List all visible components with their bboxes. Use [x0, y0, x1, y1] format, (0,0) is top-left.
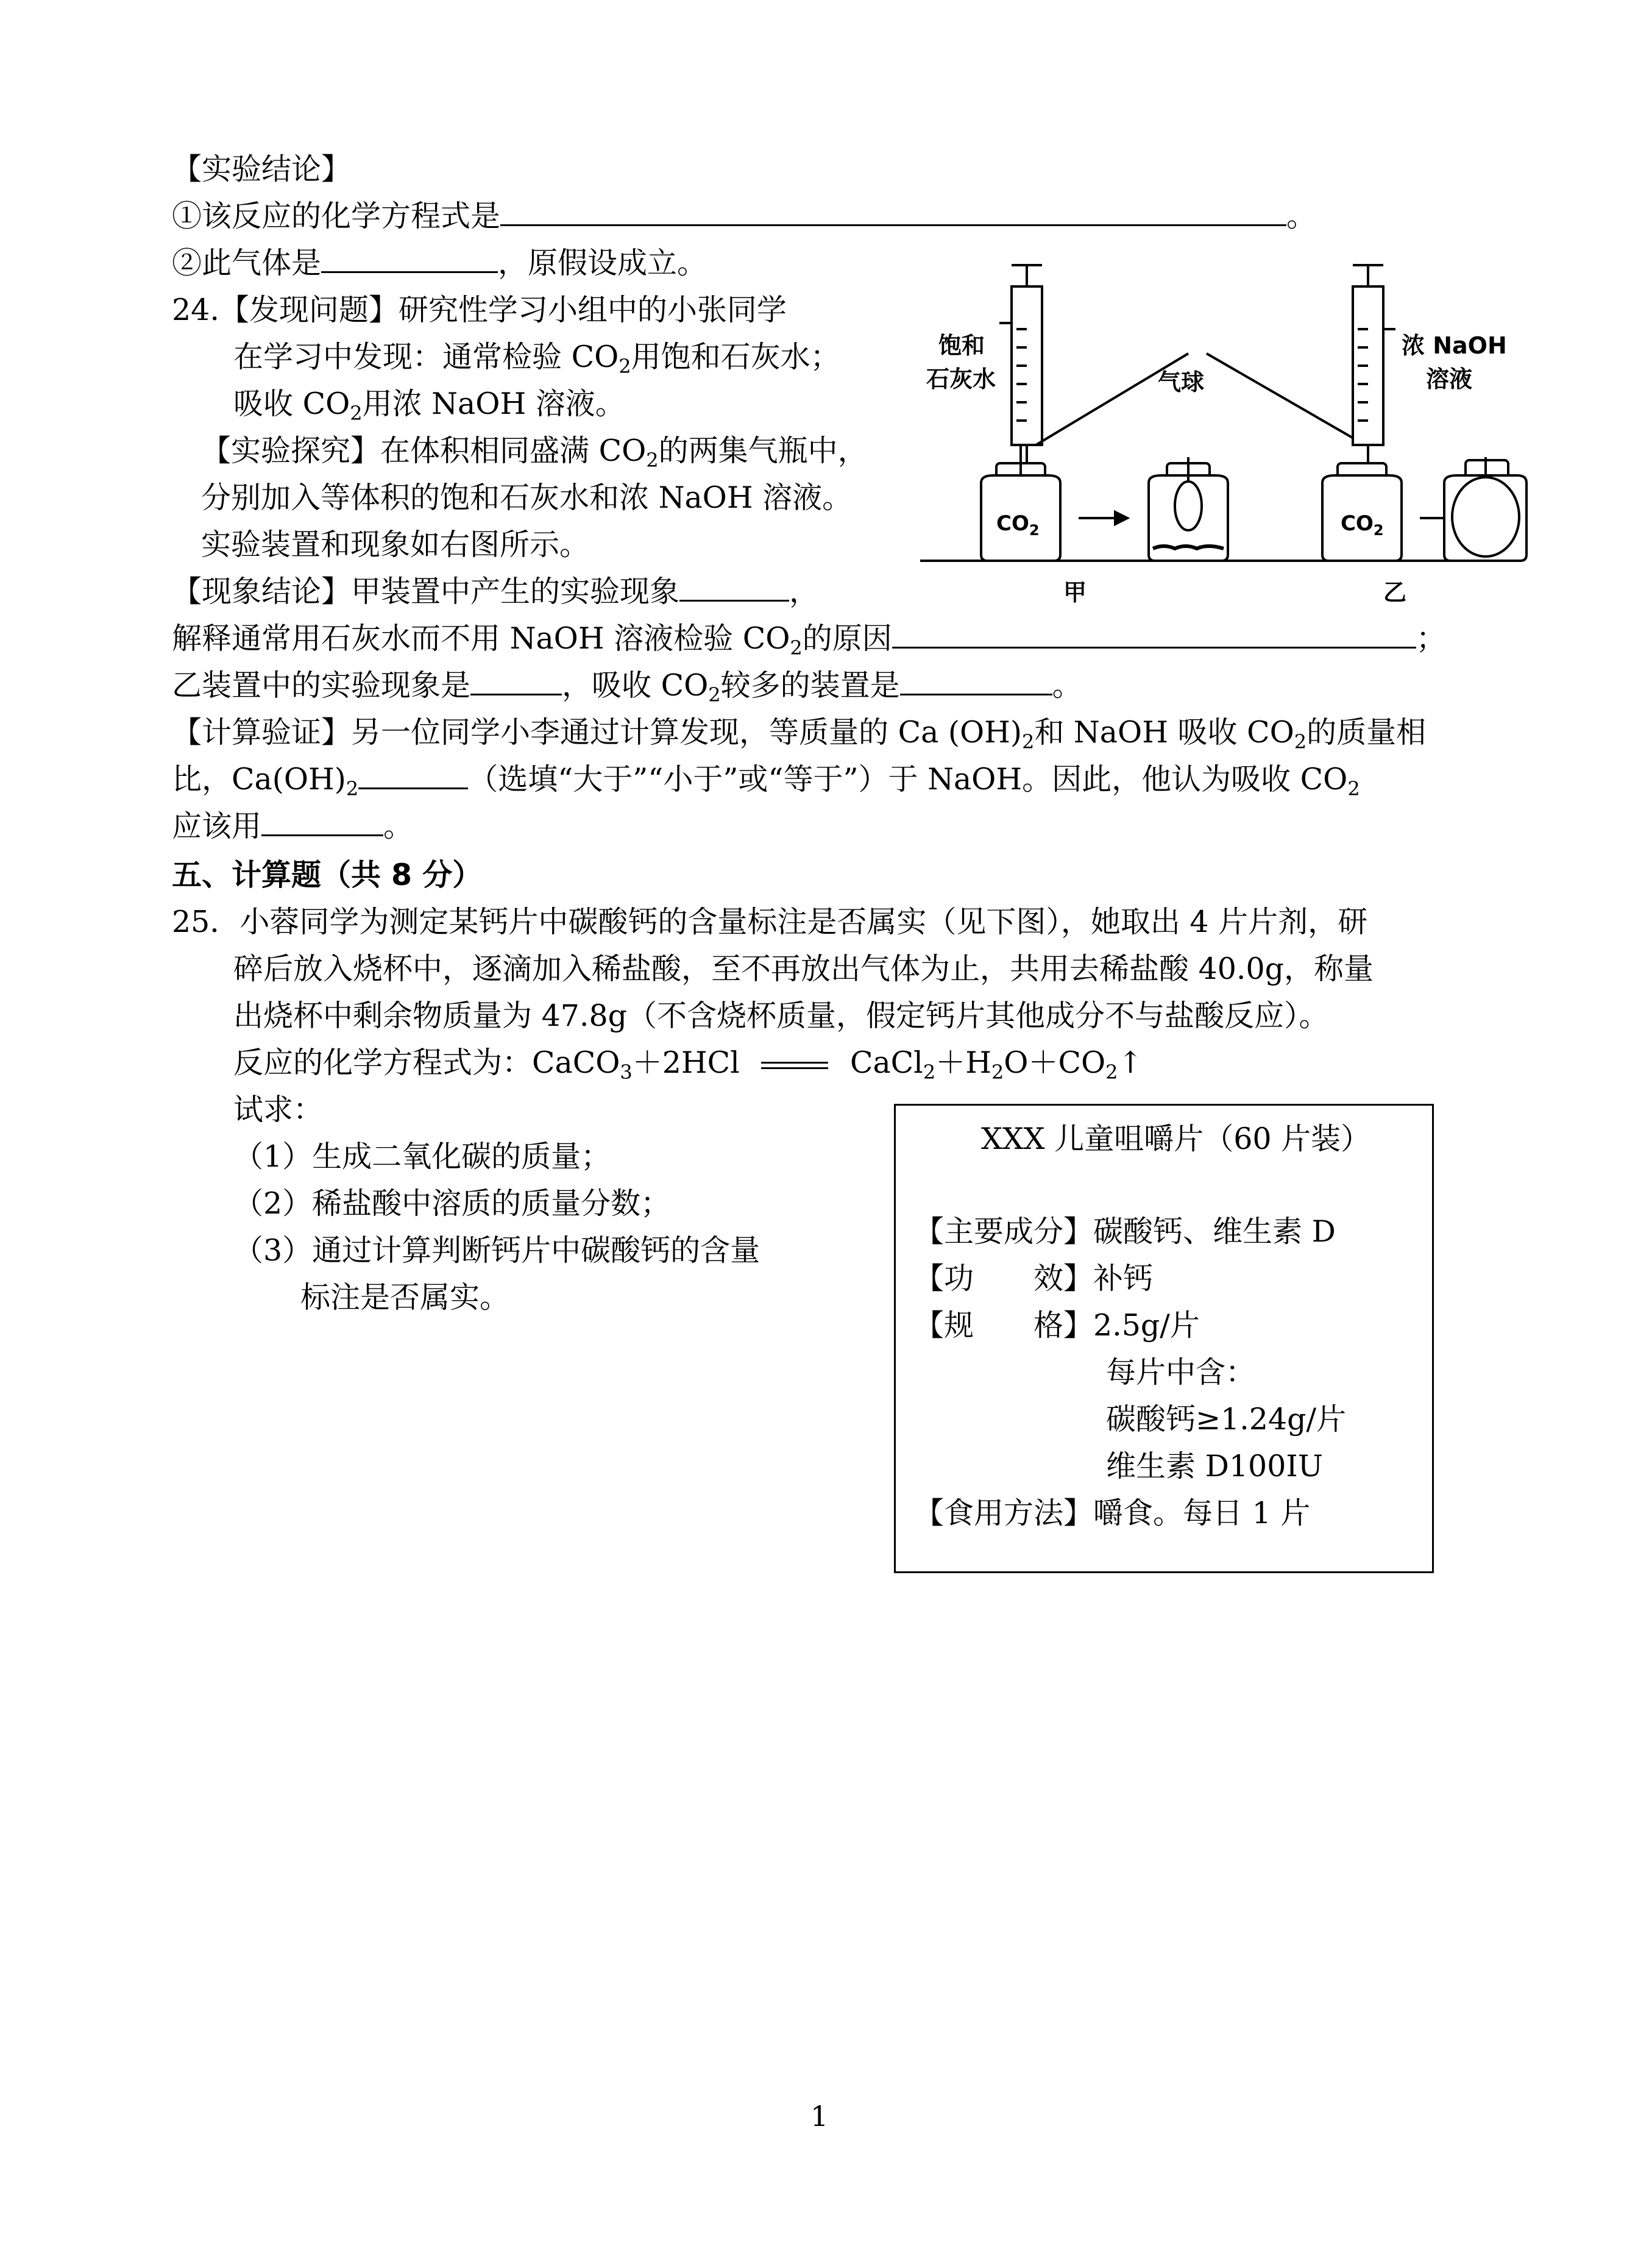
q24-line7: 【现象结论】甲装置中产生的实验现象 ， [172, 571, 819, 613]
q24-line12: 应该用 。 [172, 805, 413, 848]
conclusion-heading: 【实验结论】 [172, 152, 352, 187]
q25-line3: 出烧杯中剩余物质量为 47.8g（不含烧杯质量，假定钙片其他成分不与盐酸反应）。 [233, 998, 1329, 1033]
q24-line1: 24.【发现问题】研究性学习小组中的小张同学 [172, 293, 787, 327]
answer-blank[interactable] [321, 242, 498, 273]
balloon-leader-right [1207, 354, 1365, 445]
q25-ask: 试求： [233, 1092, 324, 1127]
answer-blank[interactable] [500, 195, 1286, 226]
bottle-left-after-icon [1149, 457, 1228, 561]
bottle-label-right: $CO_2$ [1341, 511, 1384, 539]
conclusion-item2: ②此气体是 ，原假设成立。 [172, 242, 707, 285]
balloon-leader-left [1036, 354, 1188, 445]
label-limewater-1: 饱和 [938, 332, 985, 359]
bottle-left-before-icon [981, 445, 1060, 561]
label-spec: 【规 格】2.5g/片 [914, 1308, 1200, 1343]
label-balloon: 气球 [1158, 369, 1205, 396]
answer-blank[interactable] [679, 571, 789, 602]
label-per-piece: 每片中含： [1106, 1355, 1256, 1390]
caption-yi: 乙 [1383, 579, 1407, 606]
product-label-box [894, 1104, 1434, 1573]
q25-line2: 碎后放入烧杯中，逐滴加入稀盐酸，至不再放出气体为止，共用去稀盐酸 40.0g，称量 [233, 951, 1374, 986]
label-caco3: 碳酸钙≥1.24g/片 [1106, 1402, 1347, 1437]
apparatus-figure [914, 262, 1530, 610]
equation-equals [761, 1062, 828, 1069]
label-effect: 【功 效】补钙 [914, 1261, 1154, 1296]
label-ingredients: 【主要成分】碳酸钙、维生素 D [914, 1214, 1336, 1249]
q24-line6: 实验装置和现象如右图所示。 [201, 527, 590, 562]
q24-line5: 分别加入等体积的饱和石灰水和浓 NaOH 溶液。 [201, 480, 853, 515]
bottle-label-left: $CO_2$ [996, 511, 1040, 539]
q25-part2: （2）稀盐酸中溶质的质量分数； [233, 1186, 671, 1221]
section5-heading: 五、计算题（共 8 分） [172, 858, 483, 892]
q24-line9: 乙装置中的实验现象是 ，吸收 $CO_2$较多的装置是 。 [172, 664, 1082, 707]
q24-line8: 解释通常用石灰水而不用 NaOH 溶液检验 $CO_2$的原因 ； [172, 617, 1446, 660]
q24-line10: 【计算验证】另一位同学小李通过计算发现，等质量的 Ca $(OH)_2$和 NaOH 吸收 $CO_2$的质量相 [172, 715, 1427, 753]
label-vitd: 维生素 D100IU [1106, 1449, 1324, 1484]
label-naoh-1: 浓 NaOH [1402, 332, 1507, 359]
bottle-right-after-icon [1444, 457, 1526, 561]
q25-line1: 25．小蓉同学为测定某钙片中碳酸钙的含量标注是否属实（见下图），她取出 4 片片剂，研 [172, 905, 1368, 939]
caption-jia: 甲 [1063, 579, 1087, 606]
q25-equation: 反应的化学方程式为：CaCO$_3$＋2HCl $CaCl_2+H_2O+CO_2↑$ [233, 1045, 1143, 1084]
q24-line3: 吸收 $CO_2$用浓 NaOH 溶液。 [233, 386, 625, 425]
answer-blank[interactable] [470, 664, 562, 695]
q24-line4: 【实验探究】在体积相同盛满 $CO_2$的两集气瓶中， [201, 433, 868, 472]
label-naoh-2: 溶液 [1426, 366, 1473, 393]
q24-line2: 在学习中发现：通常检验 $CO_2$用饱和石灰水； [233, 339, 840, 378]
label-title: XXX 儿童咀嚼片（60 片装） [981, 1122, 1371, 1156]
label-limewater-2: 石灰水 [926, 366, 996, 393]
q24-line11: 比，$Ca(OH)_2$ （选填“大于”“小于”或“等于”）于 NaOH。因此，他认为吸收 $CO_2$ [172, 758, 1360, 801]
q25-part3: （3）通过计算判断钙片中碳酸钙的含量 [233, 1233, 760, 1268]
answer-blank[interactable] [358, 758, 468, 789]
answer-blank[interactable] [900, 664, 1052, 695]
page-number: 1 [810, 2100, 829, 2133]
conclusion-item1: ①该反应的化学方程式是 。 [172, 195, 1316, 238]
gas-arrow-icon: ↑ [1118, 1045, 1143, 1080]
answer-blank[interactable] [892, 617, 1416, 649]
label-usage: 【食用方法】嚼食。每日 1 片 [914, 1496, 1311, 1530]
q25-part3-cont: 标注是否属实。 [300, 1280, 510, 1315]
syringe-right-icon [1353, 265, 1395, 475]
answer-blank[interactable] [261, 805, 383, 836]
q25-part1: （1）生成二氧化碳的质量； [233, 1139, 611, 1174]
